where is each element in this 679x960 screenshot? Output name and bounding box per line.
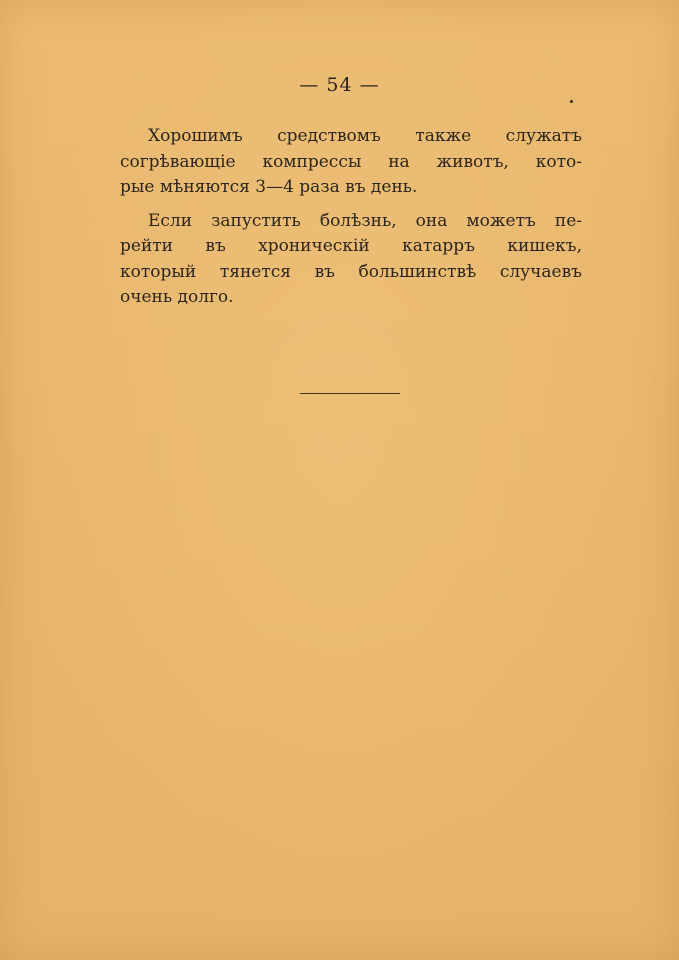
body-text xyxy=(120,124,582,319)
text-line: рые мѣняются 3—4 раза въ день. xyxy=(120,177,418,197)
text-line: который тянется въ большинствѣ случаевъ xyxy=(120,261,582,282)
text-line: Хорошимъ средствомъ также служатъ xyxy=(148,126,582,146)
paragraph-2 xyxy=(120,209,582,311)
page-number: — 54 — xyxy=(299,74,380,96)
text-line: Если запустить болѣзнь, она можетъ пе- xyxy=(148,210,582,231)
text-line: очень долго. xyxy=(120,287,234,307)
paragraph-1 xyxy=(120,124,582,201)
text-line: рейти въ хроническій катарръ кишекъ, xyxy=(120,236,582,256)
paper-speck xyxy=(570,100,573,103)
text-line: согрѣвающіе компрессы на животъ, кото- xyxy=(120,151,582,172)
section-divider xyxy=(300,393,400,394)
